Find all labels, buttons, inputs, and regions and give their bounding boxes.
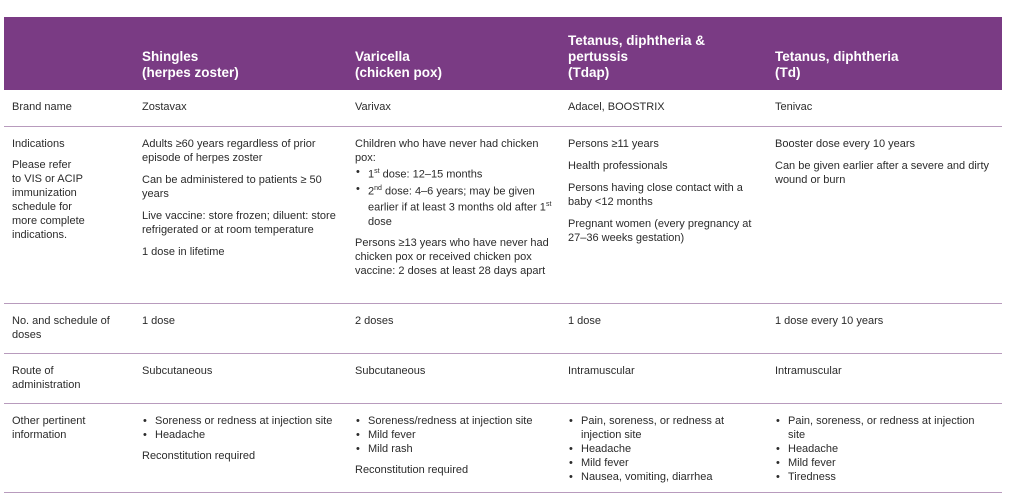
cell <box>767 404 1002 493</box>
header-varicella: Varicella (chicken pox) <box>355 49 443 80</box>
list-item: • Headache <box>788 442 994 456</box>
cell: Persons ≥11 years Health professionals Persons having close contact with a baby <12 months Pregnant women (every pregnancy at 27–36 weeks gestation) <box>560 127 767 304</box>
cell: 1 dose <box>560 304 767 354</box>
bullet-list <box>775 414 994 484</box>
cell: • Soreness or redness at injection site • Headache Reconstitution required <box>134 404 347 493</box>
cell: 1 dose <box>134 304 347 354</box>
list-item: • Tiredness <box>788 470 994 484</box>
list-item: • 2nd dose: 4–6 years; may be given earlier if at least 3 months old after 1st dose <box>368 182 552 229</box>
row-indications <box>4 127 1002 304</box>
bullet-list <box>568 414 759 484</box>
cell: Children who have never had chicken pox: • 1st dose: 12–15 months • 2nd dose: 4–6 years; may be given earlier if at least 3 months old after 1st dose Persons ≥13 years who have never had chicken pox or received chicken pox vaccine: 2 doses at least 28 days apart <box>347 127 560 304</box>
list-item: • Mild fever <box>788 456 994 470</box>
row-label: Indications Please refer to VIS or ACIP immunization schedule for more complete indications. <box>4 127 134 304</box>
cell <box>560 404 767 493</box>
cell: Varivax <box>347 90 560 127</box>
list-item: • Pain, soreness, or redness at injection site <box>788 414 994 442</box>
row-label: Brand name <box>4 90 134 127</box>
list-item: • Nausea, vomiting, diarrhea <box>581 470 759 484</box>
header-shingles: Shingles (herpes zoster) <box>142 49 239 80</box>
bullet-list <box>355 414 552 456</box>
list-item: • Pain, soreness, or redness at injection site <box>581 414 759 442</box>
cell: Subcutaneous <box>347 354 560 404</box>
bullet-list <box>142 414 339 442</box>
header-empty <box>4 17 134 90</box>
row-label: No. and schedule of doses <box>4 304 134 354</box>
row-other-info <box>4 404 1002 493</box>
list-item: • Soreness or redness at injection site <box>155 414 339 428</box>
vaccine-table <box>4 17 1002 493</box>
cell: Intramuscular <box>767 354 1002 404</box>
header-tdap: Tetanus, diphtheria & pertussis (Tdap) <box>568 33 706 80</box>
row-label: Other pertinent information <box>4 404 134 493</box>
list-item: • 1st dose: 12–15 months <box>368 165 552 182</box>
list-item: • Soreness/redness at injection site <box>368 414 552 428</box>
cell: Tenivac <box>767 90 1002 127</box>
header-td: Tetanus, diphtheria (Td) <box>775 49 899 80</box>
cell: • Soreness/redness at injection site • Mild fever • Mild rash Reconstitution required <box>347 404 560 493</box>
row-brand-name <box>4 90 1002 127</box>
cell: Intramuscular <box>560 354 767 404</box>
header-row <box>4 17 1002 90</box>
row-label: Route of administration <box>4 354 134 404</box>
list-item: • Mild fever <box>368 428 552 442</box>
list-item: • Headache <box>581 442 759 456</box>
cell: Adults ≥60 years regardless of prior episode of herpes zoster Can be administered to patients ≥ 50 years Live vaccine: store frozen; diluent: store refrigerated or at room temperature 1 dose in lifetime <box>134 127 347 304</box>
row-route <box>4 354 1002 404</box>
cell: 1 dose every 10 years <box>767 304 1002 354</box>
list-item: • Headache <box>155 428 339 442</box>
list-item: • Mild fever <box>581 456 759 470</box>
list-item: • Mild rash <box>368 442 552 456</box>
cell: Adacel, BOOSTRIX <box>560 90 767 127</box>
row-doses <box>4 304 1002 354</box>
bullet-list <box>355 165 552 229</box>
cell: Zostavax <box>134 90 347 127</box>
cell: 2 doses <box>347 304 560 354</box>
cell: Subcutaneous <box>134 354 347 404</box>
cell: Booster dose every 10 years Can be given earlier after a severe and dirty wound or burn <box>767 127 1002 304</box>
